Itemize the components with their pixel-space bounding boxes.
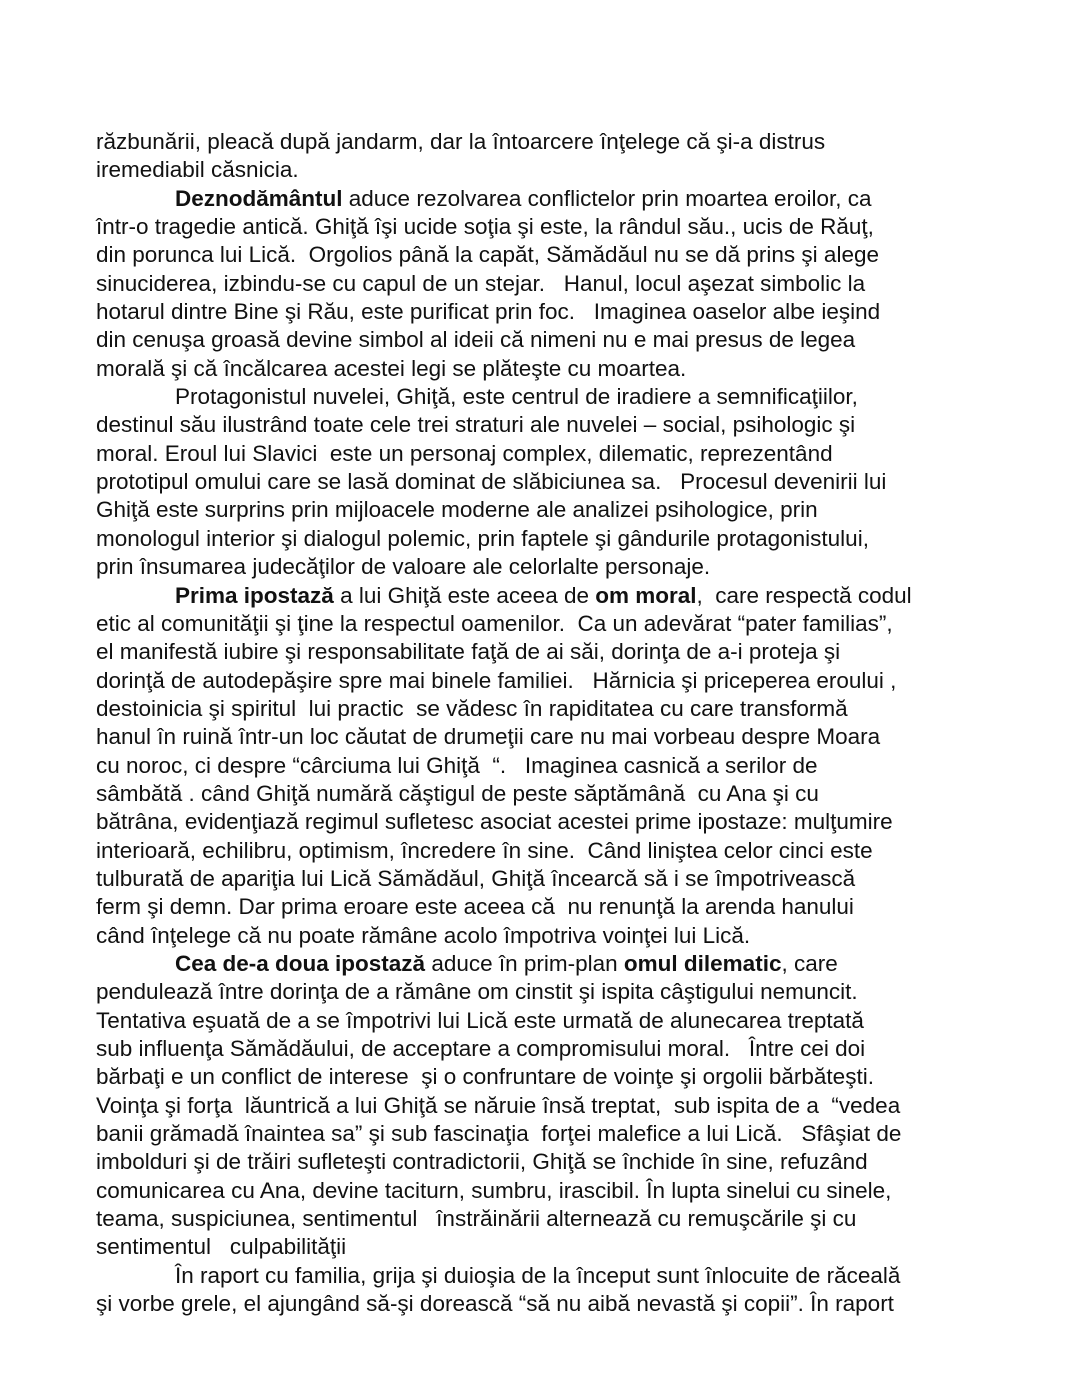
text-run: Ghiţă este surprins prin mijloacele moderne ale analizei psihologice, prin [96,497,818,523]
text-run: din cenuşa groasă devine simbol al ideii că nimeni nu e mai presus de legea [96,327,856,353]
text-line [96,1205,1016,1233]
text-run: În raport cu familia, grija şi duioşia de la început sunt înlocuite de răceală [175,1262,901,1288]
text-line [96,1290,1016,1318]
text-run: tulburată de apariţia lui Lică Sămădăul, Ghiţă încearcă să i se împotrivească [96,865,856,891]
text-run: într-o tragedie antică. Ghiţă îşi ucide soţia şi este, la rândul său., ucis de Răuţ, [96,214,874,240]
text-run: prin însumarea judecăţilor de valoare ale celorlalte personaje. [96,554,711,580]
text-run: sentimentul culpabilităţii [96,1234,347,1260]
paragraph-start-line [96,185,1016,213]
text-run: , care [781,950,838,976]
text-line [96,780,1016,808]
text-run: moral. Eroul lui Slavici este un personaj complex, dilematic, reprezentând [96,440,833,466]
paragraph-start-line [96,950,1016,978]
text-run: iremediabil căsnicia. [96,157,299,183]
text-run: bătrâna, evidenţiază regimul sufletesc asociat acestei prime ipostaze: mulţumire [96,809,893,835]
text-run: hotarul dintre Bine şi Rău, este purificat prin foc. Imaginea oaselor albe ieşind [96,299,881,325]
text-line [96,1233,1016,1261]
text-line [96,525,1016,553]
text-run: teama, suspiciunea, sentimentul înstrăinării alternează cu remuşcările şi cu [96,1206,857,1232]
text-line [96,610,1016,638]
text-line [96,808,1016,836]
text-run: aduce rezolvarea conflictelor prin moartea eroilor, ca [342,185,872,211]
text-run: Protagonistul nuvelei, Ghiţă, este centrul de iradiere a semnificaţiilor, [175,384,858,410]
text-line [96,865,1016,893]
text-run: a lui Ghiţă este aceea de [333,582,596,608]
text-run: sâmbătă . când Ghiţă numără căştigul de peste săptămână cu Ana şi cu [96,780,819,806]
text-line [96,1063,1016,1091]
bold-term: omul dilematic [623,950,782,976]
bold-term: Prima ipostază [175,582,334,608]
text-line [96,837,1016,865]
paragraph-start-line [96,1262,1016,1290]
text-line [96,1148,1016,1176]
paragraph-start-line [96,582,1016,610]
text-run: morală şi că încălcarea acestei legi se plăteşte cu moartea. [96,355,687,381]
text-line [96,411,1016,439]
text-line [96,553,1016,581]
text-line [96,893,1016,921]
text-line [96,355,1016,383]
bold-term: Cea de-a doua ipostază [175,950,426,976]
text-line [96,638,1016,666]
text-line [96,270,1016,298]
text-run: bărbaţi e un conflict de interese şi o confruntare de voinţe şi orgolii bărbăteşti. [96,1064,874,1090]
text-line [96,128,1016,156]
text-run: cu noroc, ci despre “cârciuma lui Ghiţă “. Imaginea casnică a serilor de [96,752,818,778]
text-run: sinuciderea, izbindu-se cu capul de un stejar. Hanul, locul aşezat simbolic la [96,270,866,296]
text-run: comunicarea cu Ana, devine taciturn, sumbru, irascibil. În lupta sinelui cu sinele, [96,1177,892,1203]
text-line [96,1177,1016,1205]
text-run: el manifestă iubire şi responsabilitate faţă de ai săi, dorinţa de a-i proteja şi [96,639,841,665]
text-line [96,1120,1016,1148]
text-run: aduce în prim-plan [425,950,624,976]
text-line [96,496,1016,524]
text-run: prototipul omului care se lasă dominat de slăbiciunea sa. Procesul devenirii lui [96,469,887,495]
text-line [96,156,1016,184]
text-line [96,667,1016,695]
bold-term: Deznodământul [175,185,343,211]
text-line [96,695,1016,723]
text-line [96,752,1016,780]
text-line [96,723,1016,751]
text-run: dorinţă de autodepăşire spre mai binele familiei. Hărnicia şi priceperea eroului , [96,667,897,693]
text-line [96,326,1016,354]
paragraph-start-line [96,383,1016,411]
text-run: din porunca lui Lică. Orgolios până la capăt, Sămădăul nu se dă prins şi alege [96,242,879,268]
text-run: banii grămadă înaintea sa” şi sub fascinaţia forţei malefice a lui Lică. Sfâşiat de [96,1121,902,1147]
text-run: interioară, echilibru, optimism, încredere în sine. Când liniştea celor cinci este [96,837,873,863]
text-run: monologul interior şi dialogul polemic, prin faptele şi gândurile protagonistului, [96,525,869,551]
text-line [96,468,1016,496]
text-run: hanul în ruină într-un loc căutat de drumeţii care nu mai vorbeau despre Moara [96,724,881,750]
text-line [96,1035,1016,1063]
document-page [96,128,1016,1318]
text-line [96,241,1016,269]
text-line [96,978,1016,1006]
text-run: Tentativa eşuată de a se împotrivi lui Lică este urmată de alunecarea treptată [96,1007,864,1033]
text-run: etic al comunităţii şi ţine la respectul oamenilor. Ca un adevărat “pater familias”, [96,610,893,636]
text-run: destoinicia şi spiritul lui practic se vădesc în rapiditatea cu care transformă [96,695,848,721]
text-run: Voinţa şi forţa lăuntrică a lui Ghiţă se năruie însă treptat, sub ispita de a “vedea [96,1092,901,1118]
text-run: sub influenţa Sămădăului, de acceptare a compromisului moral. Între cei doi [96,1036,866,1061]
text-line [96,1007,1016,1035]
text-run: când înţelege că nu poate rămâne acolo împotriva voinţei lui Lică. [96,922,751,948]
text-run: pendulează între dorinţa de a rămâne om cinstit şi ispita câştigului nemuncit. [96,979,858,1005]
text-line [96,440,1016,468]
text-line [96,922,1016,950]
text-run: destinul său ilustrând toate cele trei straturi ale nuvelei – social, psihologic şi [96,412,856,438]
bold-term: om moral [595,582,697,608]
text-line [96,298,1016,326]
text-run: , care respectă codul [696,582,912,608]
text-run: ferm şi demn. Dar prima eroare este aceea că nu renunţă la arenda hanului [96,894,854,920]
text-line [96,1092,1016,1120]
text-run: imbolduri şi de trăiri sufleteşti contradictorii, Ghiţă se închide în sine, refuzând [96,1149,868,1175]
text-run: şi vorbe grele, el ajungând să-şi dorească “să nu aibă nevastă şi copii”. În raport [96,1291,894,1317]
text-run: răzbunării, pleacă după jandarm, dar la întoarcere înţelege că şi-a distrus [96,129,826,154]
text-line [96,213,1016,241]
